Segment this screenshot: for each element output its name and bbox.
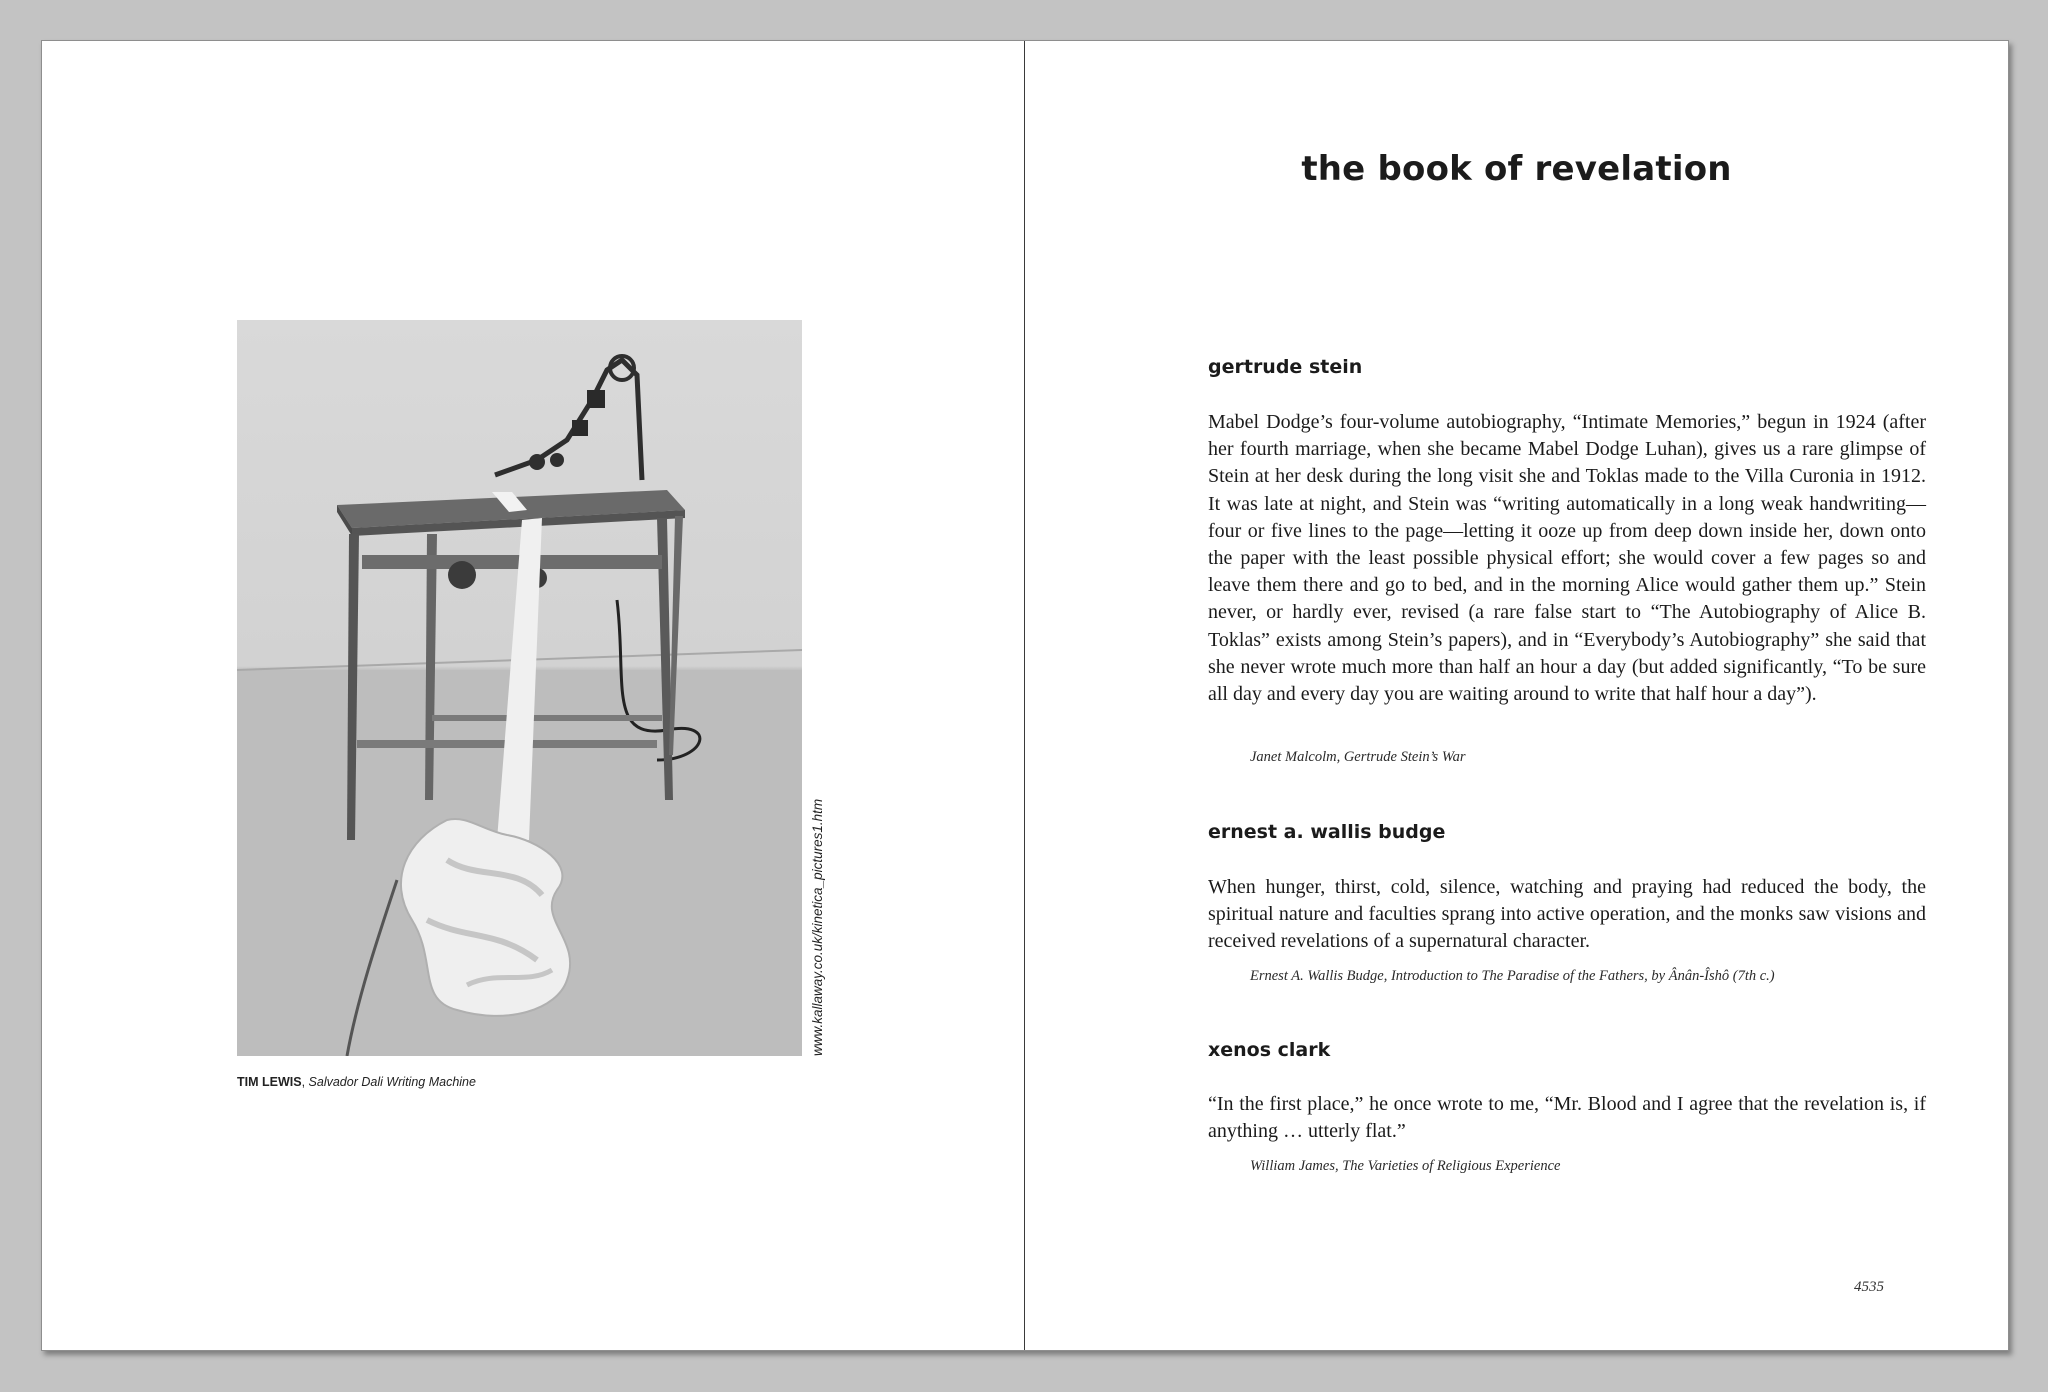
citation-xenos-clark: William James, The Varieties of Religious Experience bbox=[1250, 1158, 1561, 1174]
page-number: 4535 bbox=[1854, 1279, 1884, 1295]
left-page bbox=[42, 41, 1024, 1350]
section-body-wallis-budge: When hunger, thirst, cold, silence, watching and praying had reduced the body, the spiritual nature and faculties sprang into active operation, and the monks saw visions and received revelations of a supernatural character. bbox=[1208, 876, 1926, 953]
citation-wallis-budge: Ernest A. Wallis Budge, Introduction to The Paradise of the Fathers, by Ânân-Îshô (7th c.) bbox=[1250, 968, 1775, 984]
section-heading-gertrude-stein: gertrude stein bbox=[1208, 356, 1363, 378]
citation-gertrude-stein: Janet Malcolm, Gertrude Stein’s War bbox=[1250, 749, 1466, 765]
caption-separator: , bbox=[301, 1075, 309, 1089]
caption-author: TIM LEWIS bbox=[237, 1075, 302, 1089]
caption-title: Salvador Dali Writing Machine bbox=[308, 1075, 476, 1089]
writing-machine-photo bbox=[237, 320, 802, 1056]
section-body-xenos-clark: “In the first place,” he once wrote to me, “Mr. Blood and I agree that the revelation is, if anything … utterly flat.” bbox=[1208, 1093, 1926, 1143]
photo-caption bbox=[237, 1075, 476, 1089]
section-heading-wallis-budge: ernest a. wallis budge bbox=[1208, 821, 1446, 843]
section-heading-xenos-clark: xenos clark bbox=[1208, 1039, 1331, 1061]
photo-credit-url: www.kallaway.co.uk/kinetica_pictures1.htm bbox=[810, 798, 825, 1056]
right-page bbox=[1025, 41, 2008, 1350]
section-body-gertrude-stein: Mabel Dodge’s four-volume autobiography, “Intimate Memories,” begun in 1924 (after her fourth marriage, when she became Mabel Dodge Luhan), gives us a rare glimpse of Stein at her desk during the long visit she and Toklas made to the Villa Curonia in 1912. It was late at night, and Stein was “writing automatically in a long weak handwriting—four or five lines to the page—letting it ooze up from deep down inside her, down onto the paper with the least possible physical effort; she would cover a few pages so and leave them there and go to bed, and in the morning Alice would gather them up.” Stein never, or hardly ever, revised (a rare false start to “The Autobiography of Alice B. Toklas” exists among Stein’s papers), and in “Everybody’s Autobiography” she said that she never wrote much more than half an hour a day (but added significantly, “To be sure all day and every day you are waiting around to write that half hour a day”). bbox=[1208, 411, 1926, 706]
book-spread bbox=[41, 40, 2009, 1351]
page-title: the book of revelation bbox=[1301, 149, 1732, 189]
